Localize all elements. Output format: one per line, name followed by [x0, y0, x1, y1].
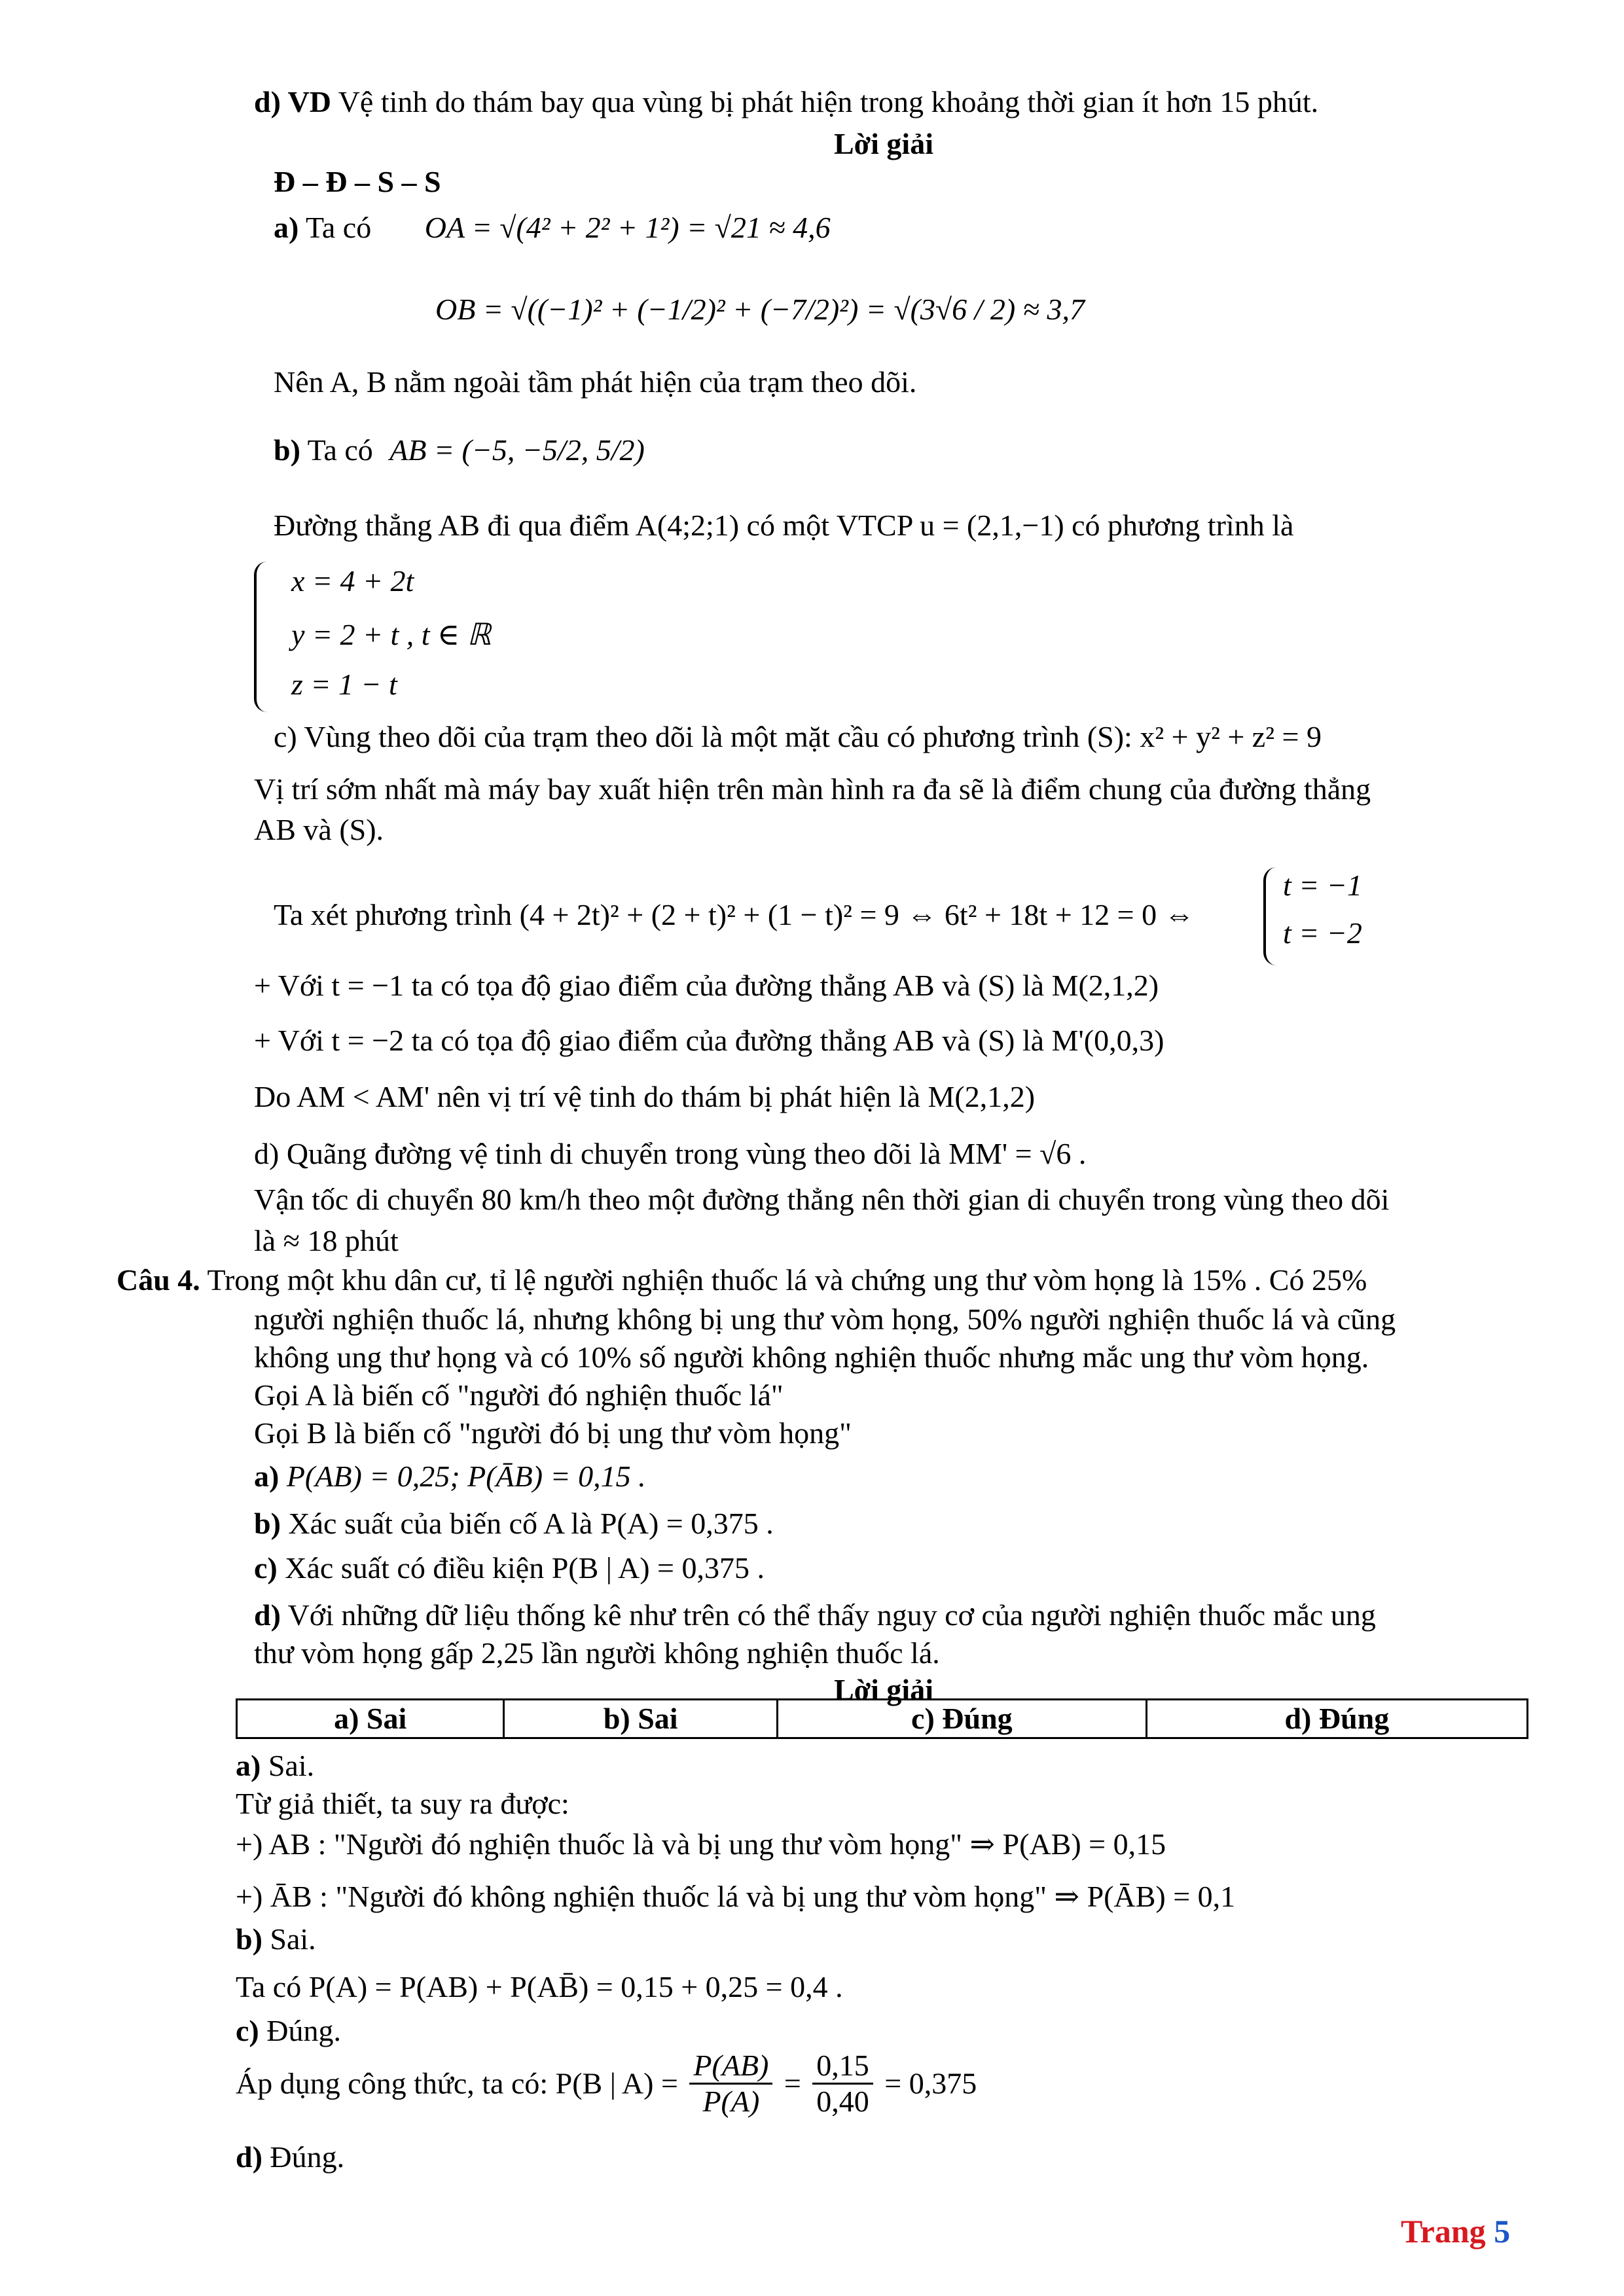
- cau4-line4: Gọi A là biến cố "người đó nghiện thuốc lá": [254, 1378, 784, 1412]
- answer-row: [237, 1700, 1528, 1738]
- sol-d-line2: Vận tốc di chuyển 80 km/h theo một đường thẳng nên thời gian di chuyển trong vùng theo dõi: [254, 1183, 1390, 1216]
- cau4-option-d-cont: thư vòm họng gấp 2,25 lần người không nghiện thuốc lá.: [254, 1636, 940, 1670]
- sol-d-line1: d) Quãng đường vệ tinh di chuyển trong vùng theo dõi là MM' = √6 .: [254, 1137, 1087, 1170]
- solution-title-2: Lời giải: [834, 1673, 933, 1706]
- cau4-line3: không ung thư họng và có 10% số người không nghiện thuốc nhưng mắc ung thư vòm họng.: [254, 1340, 1369, 1374]
- eq-z: z = 1 − t: [291, 668, 397, 701]
- sol4-b: b) Sai.: [236, 1922, 316, 1956]
- sol-c-line2: Vị trí sớm nhất mà máy bay xuất hiện trên màn hình ra đa sẽ là điểm chung của đường thẳng: [254, 772, 1371, 806]
- sol4-a-line3: +) ĀB : "Người đó không nghiện thuốc lá và bị ung thư vòm họng" ⇒ P(ĀB) = 0,1: [236, 1880, 1236, 1913]
- root-1: t = −1: [1283, 869, 1362, 902]
- sol4-a-line1: Từ giả thiết, ta suy ra được:: [236, 1787, 569, 1820]
- fraction-values: $\frac{0,15}{0,40}$: [812, 2049, 873, 2119]
- eq-y: y = 2 + t , t ∈ ℝ: [291, 618, 492, 651]
- sol-a-ob: OB = √((−1)² + (−1/2)² + (−7/2)²) = √(3√6 / 2) ≈ 3,7: [435, 293, 1085, 326]
- sol-c-line3: AB và (S).: [254, 813, 384, 846]
- answer-key: Đ – Đ – S – S: [274, 165, 441, 198]
- sol-c-conclusion: Do AM < AM' nên vị trí vệ tinh do thám bị phát hiện là M(2,1,2): [254, 1080, 1036, 1113]
- cau4-option-b: b) Xác suất của biến cố A là P(A) = 0,375 .: [254, 1507, 774, 1540]
- cau4-option-c: c) Xác suất có điều kiện P(B | A) = 0,375 .: [254, 1551, 765, 1585]
- answer-cell-c: c) Đúng: [778, 1700, 1147, 1738]
- answer-cell-d: d) Đúng: [1146, 1700, 1527, 1738]
- sol-b-vector: b) Ta có AB = (−5, −5/2, 5/2): [274, 433, 645, 467]
- answer-cell-b: b) Sai: [504, 1700, 778, 1738]
- sol-c-case1: + Với t = −1 ta có tọa độ giao điểm của đường thẳng AB và (S) là M(2,1,2): [254, 969, 1159, 1002]
- sol4-c-formula: Áp dụng công thức, ta có: P(B | A) = $\frac{P(AB)}{P(A)}$ = $\frac{0,15}{0,40}$ = 0,375: [236, 2049, 977, 2118]
- page-number: Trang 5: [1401, 2213, 1511, 2250]
- answer-table: [236, 1698, 1528, 1739]
- answer-cell-a: a) Sai: [237, 1700, 504, 1738]
- eq-x: x = 4 + 2t: [291, 564, 414, 598]
- cau4-line5: Gọi B là biến cố "người đó bị ung thư vòm họng": [254, 1416, 852, 1450]
- part-d-statement: d) VD Vệ tinh do thám bay qua vùng bị phát hiện trong khoảng thời gian ít hơn 15 phút.: [254, 85, 1319, 118]
- sol4-a: a) Sai.: [236, 1749, 315, 1782]
- cau4-line2: người nghiện thuốc lá, nhưng không bị ung thư vòm họng, 50% người nghiện thuốc lá và cũng: [254, 1302, 1396, 1336]
- sol4-b-line1: Ta có P(A) = P(AB) + P(AB̄) = 0,15 + 0,25 = 0,4 .: [236, 1970, 843, 2003]
- sol-a-conclusion: Nên A, B nằm ngoài tầm phát hiện của trạm theo dõi.: [274, 365, 917, 399]
- sol4-a-line2: +) AB : "Người đó nghiện thuốc là và bị ung thư vòm họng" ⇒ P(AB) = 0,15: [236, 1827, 1166, 1861]
- system-brace: [254, 562, 276, 712]
- sol-c-case2: + Với t = −2 ta có tọa độ giao điểm của đường thẳng AB và (S) là M'(0,0,3): [254, 1024, 1164, 1057]
- cau4-option-a: a) P(AB) = 0,25; P(ĀB) = 0,15 .: [254, 1460, 646, 1493]
- sol-a-oa: a) Ta có OA = √(4² + 2² + 1²) = √21 ≈ 4,6: [274, 211, 831, 244]
- sol-d-line3: là ≈ 18 phút: [254, 1224, 399, 1257]
- root-2: t = −2: [1283, 916, 1362, 950]
- sol-c-equation: Ta xét phương trình (4 + 2t)² + (2 + t)² + (1 − t)² = 9 ⇔ 6t² + 18t + 12 = 0 ⇔: [274, 898, 1195, 931]
- sol4-d: d) Đúng.: [236, 2140, 345, 2174]
- sol-b-line: Đường thẳng AB đi qua điểm A(4;2;1) có một VTCP u = (2,1,−1) có phương trình là: [274, 509, 1294, 542]
- cau4-line1: Câu 4. Trong một khu dân cư, tỉ lệ người nghiện thuốc lá và chứng ung thư vòm họng là 15% . Có 25%: [117, 1263, 1367, 1297]
- fraction-pab-pa: $\frac{P(AB)}{P(A)}$: [689, 2049, 772, 2119]
- solution-title: Lời giải: [834, 127, 933, 160]
- sol-c-line1: c) Vùng theo dõi của trạm theo dõi là một mặt cầu có phương trình (S): x² + y² + z² = 9: [274, 720, 1322, 753]
- sol4-c: c) Đúng.: [236, 2014, 341, 2047]
- roots-bracket: [1263, 867, 1279, 965]
- cau4-option-d: d) Với những dữ liệu thống kê như trên có thể thấy nguy cơ của người nghiện thuốc mắc ung: [254, 1598, 1376, 1632]
